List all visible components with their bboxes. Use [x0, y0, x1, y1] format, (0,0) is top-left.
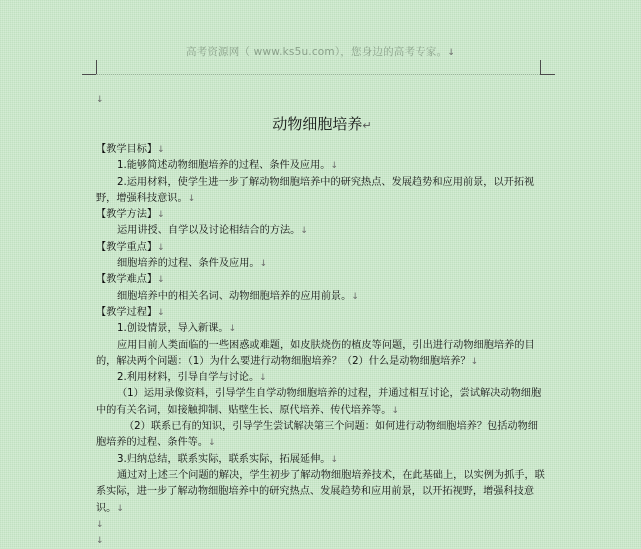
paragraph: 运用讲授、自学以及讨论相结合的方法。↓ — [117, 225, 308, 237]
margin-corner-top-right — [540, 60, 555, 75]
paragraph-text: 2.运用材料，使学生进一步了解动物细胞培养中的研究热点、发展趋势和应用前景，以开拓视野，增强科技意识。 — [96, 176, 535, 204]
blank-line: ↓ — [96, 535, 104, 546]
paragraph: （1）运用录像资料，引导学生自学动物细胞培养的过程，并通过相互讨论，尝试解决动物细胞中的有关名词，如接触抑制、贴壁生长、原代培养、传代培养等。↓ — [96, 388, 542, 416]
paragraph-text: （2）联系已有的知识，引导学生尝试解决第三个问题：如何进行动物细胞培养？包括动物细胞培养的过程、条件等。 — [96, 421, 538, 449]
paragraph-text: 细胞培养的过程、条件及应用。 — [117, 258, 260, 270]
paragraph-text: 1.能够简述动物细胞培养的过程、条件及应用。 — [117, 160, 331, 172]
paragraph: 【教学重点】↓ — [96, 241, 165, 253]
paragraph-text: 【教学目标】 — [96, 144, 158, 155]
paragraph: 【教学方法】↓ — [96, 209, 165, 221]
page-header: 高考资源网（ www.ks5u.com），您身边的高考专家。↓ — [185, 46, 456, 58]
header-divider — [96, 74, 540, 75]
header-site-text: 高考资源网（ www.ks5u.com），您身边的高考专家。 — [185, 46, 448, 58]
paragraph: 应用目前人类面临的一些困惑或难题，如皮肤烧伤的植皮等问题，引出进行动物细胞培养的目的，解决两个问题：（1）为什么要进行动物细胞培养？（2）什么是动物细胞培养？↓ — [96, 339, 535, 367]
margin-corner-top-left — [82, 60, 97, 75]
paragraph-text: 【教学方法】 — [96, 209, 158, 221]
paragraph: 【教学难点】↓ — [96, 274, 165, 286]
paragraph-text: 细胞培养中的相关名词、动物细胞培养的应用前景。 — [117, 290, 352, 302]
paragraph: 【教学目标】↓ — [96, 144, 165, 155]
paragraph: 1.创设情景，导入新课。↓ — [117, 323, 237, 335]
blank-line: ↓ — [96, 519, 104, 530]
paragraph-text: 【教学重点】 — [96, 241, 158, 253]
paragraph-text: 运用讲授、自学以及讨论相结合的方法。 — [117, 225, 301, 237]
paragraph: （2）联系已有的知识，引导学生尝试解决第三个问题：如何进行动物细胞培养？包括动物细胞培养的过程、条件等。↓ — [96, 421, 538, 449]
paragraph: 细胞培养的过程、条件及应用。↓ — [117, 258, 268, 270]
paragraph: 2.运用材料，使学生进一步了解动物细胞培养中的研究热点、发展趋势和应用前景，以开拓视野，增强科技意识。↓ — [96, 176, 535, 204]
paragraph: 3.归纳总结，联系实际，联系实际，拓展延伸。↓ — [117, 453, 339, 465]
paragraph-text: 1.创设情景，导入新课。 — [117, 323, 229, 335]
document-title: 动物细胞培养↵ — [272, 115, 372, 133]
paragraph-text: 2.利用材料，引导自学与讨论。 — [117, 372, 260, 384]
paragraph-text: 应用目前人类面临的一些困惑或难题，如皮肤烧伤的植皮等问题，引出进行动物细胞培养的目的，解决两个问题：（1）为什么要进行动物细胞培养？（2）什么是动物细胞培养？ — [96, 339, 535, 367]
paragraph-list — [96, 142, 548, 517]
document-body[interactable] — [96, 92, 548, 549]
paragraph: 1.能够简述动物细胞培养的过程、条件及应用。↓ — [117, 160, 339, 172]
paragraph-text: 【教学过程】 — [96, 306, 158, 318]
paragraph: 通过对上述三个问题的解决，学生初步了解动物细胞培养技术，在此基础上，以实例为抓手，联系实际，进一步了解动物细胞培养中的研究热点、发展趋势和应用前景，以开拓视野，增强科技意识。↓ — [96, 469, 545, 514]
paragraph-text: （1）运用录像资料，引导学生自学动物细胞培养的过程，并通过相互讨论，尝试解决动物细胞中的有关名词，如接触抑制、贴壁生长、原代培养、传代培养等。 — [96, 388, 542, 416]
paragraph: 细胞培养中的相关名词、动物细胞培养的应用前景。↓ — [117, 290, 359, 302]
paragraph-text: 【教学难点】 — [96, 274, 158, 286]
paragraph-text: 3.归纳总结，联系实际，联系实际，拓展延伸。 — [117, 453, 331, 465]
blank-line: ↓ — [96, 95, 104, 105]
paragraph-text: 通过对上述三个问题的解决，学生初步了解动物细胞培养技术，在此基础上，以实例为抓手，联系实际，进一步了解动物细胞培养中的研究热点、发展趋势和应用前景，以开拓视野，增强科技意识。 — [96, 469, 545, 514]
paragraph: 2.利用材料，引导自学与讨论。↓ — [117, 372, 267, 384]
paragraph: 【教学过程】↓ — [96, 306, 165, 318]
